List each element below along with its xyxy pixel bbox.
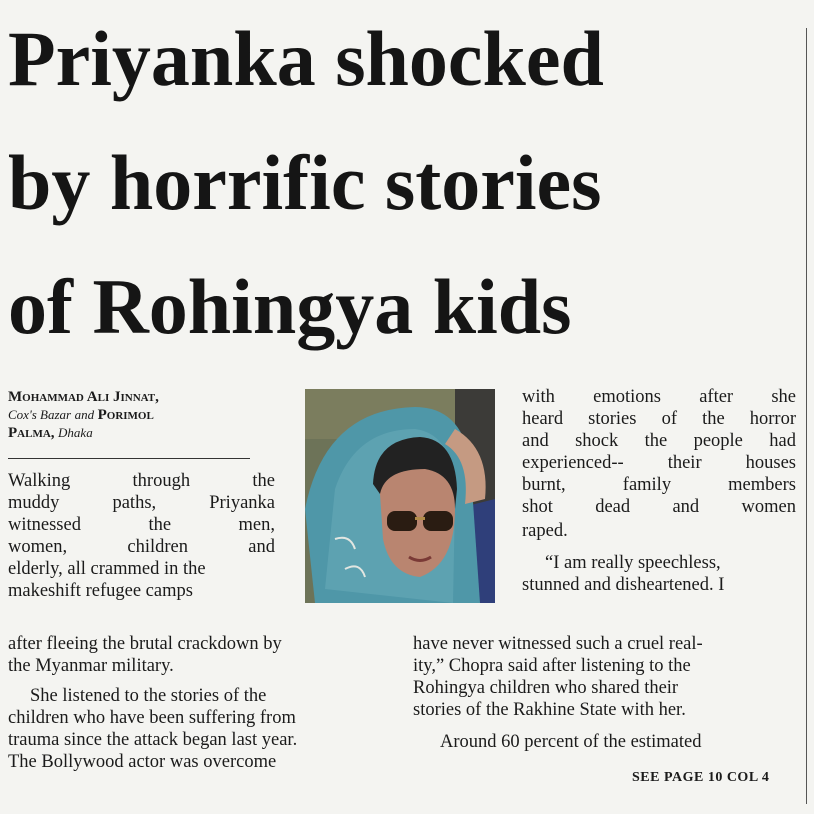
col2-line-5: burnt, family members — [522, 475, 796, 495]
portrait-photo — [305, 389, 495, 603]
col2-line-11: ity,” Chopra said after listening to the — [413, 656, 691, 676]
col1-line-3: witnessed the men, — [8, 515, 275, 535]
headline-line-3: of Rohingya kids — [8, 263, 572, 350]
col1-line-10: children who have been suffering from — [8, 708, 296, 728]
col2-line-7: raped. — [522, 521, 568, 541]
col1-line-12: The Bollywood actor was overcome — [8, 752, 277, 772]
col2-line-13: stories of the Rakhine State with her. — [413, 700, 686, 720]
col1-line-1: Walking through the — [8, 471, 275, 491]
col2-line-9: stunned and disheartened. I — [522, 575, 725, 595]
byline-place-2: Dhaka — [58, 425, 93, 440]
headline-line-2: by horrific stories — [8, 139, 602, 226]
byline-author-2-last: Palma, — [8, 425, 55, 441]
col2-line-2: heard stories of the horror — [522, 409, 796, 429]
col1-line-9: She listened to the stories of the — [30, 686, 267, 706]
col1-line-2: muddy paths, Priyanka — [8, 493, 275, 513]
column-rule — [806, 28, 807, 804]
col2-line-6: shot dead and women — [522, 497, 796, 517]
portrait-photo-icon — [305, 389, 495, 603]
byline-place-1: Cox's Bazar — [8, 407, 72, 422]
col1-line-8: the Myanmar military. — [8, 656, 174, 676]
byline-author-2-first: Porimol — [97, 407, 154, 423]
col2-line-14: Around 60 percent of the estimated — [440, 732, 702, 752]
col2-line-3: and shock the people had — [522, 431, 796, 451]
byline — [8, 389, 250, 442]
headline-line-1: Priyanka shocked — [8, 15, 604, 102]
byline-conjunction: and — [74, 407, 95, 422]
col1-line-6: makeshift refugee camps — [8, 581, 193, 601]
col1-line-4: women, children and — [8, 537, 275, 557]
col2-line-10: have never witnessed such a cruel real- — [413, 634, 703, 654]
col2-line-8: “I am really speechless, — [545, 553, 721, 573]
col2-line-1: with emotions after she — [522, 387, 796, 407]
col2-line-4: experienced-- their houses — [522, 453, 796, 473]
byline-divider — [8, 458, 250, 459]
col2-line-12: Rohingya children who shared their — [413, 678, 679, 698]
col1-line-5: elderly, all crammed in the — [8, 559, 206, 579]
col1-line-7: after fleeing the brutal crackdown by — [8, 634, 282, 654]
col1-line-11: trauma since the attack began last year. — [8, 730, 298, 750]
byline-author-1: Mohammad Ali Jinnat, — [8, 389, 159, 405]
jump-reference: SEE PAGE 10 COL 4 — [632, 770, 770, 785]
